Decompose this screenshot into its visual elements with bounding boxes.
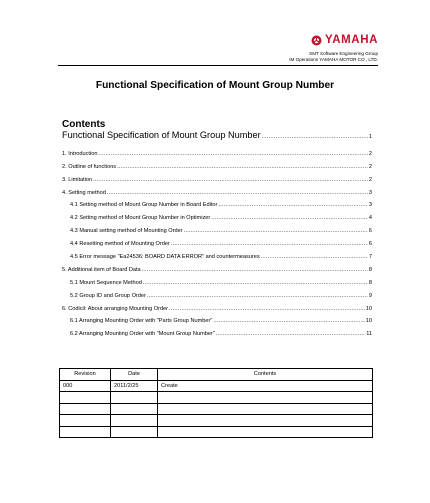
toc-entry[interactable] (62, 286, 372, 299)
table-row (60, 392, 373, 404)
table-of-contents (62, 144, 372, 337)
toc-leader (216, 331, 365, 337)
contents-header: Contents (158, 369, 373, 381)
toc-entry-page: 2 (368, 176, 372, 183)
toc-leader (261, 254, 368, 260)
toc-entry-page: 3 (368, 189, 372, 196)
toc-entry-label: 4.3 Manual setting method of Mounting Order (70, 228, 183, 235)
org-line-2: IM Operations YAMAHA MOTOR CO., LTD. (289, 57, 378, 62)
contents-heading: Contents (62, 119, 106, 130)
toc-title-page: 1 (368, 134, 372, 140)
toc-leader (211, 215, 368, 221)
document-title: Functional Specification of Mount Group Number (95, 80, 335, 91)
toc-leader (142, 267, 368, 273)
date-cell (111, 392, 158, 404)
toc-leader (262, 134, 368, 140)
toc-leader (117, 164, 368, 170)
revision-cell (60, 415, 111, 427)
contents-cell (158, 403, 373, 415)
toc-entry[interactable] (62, 157, 372, 170)
toc-entry[interactable] (62, 273, 372, 286)
toc-entry-label: 6.1 Arranging Mounting Order with "Parts Group Number" (70, 318, 213, 325)
toc-leader (218, 202, 367, 208)
table-row (60, 415, 373, 427)
toc-entry-label: 2. Outline of functions (62, 163, 117, 170)
toc-entry[interactable] (62, 170, 372, 183)
toc-entry[interactable] (62, 324, 372, 337)
toc-entry-page: 6 (368, 241, 372, 248)
toc-leader (143, 280, 368, 286)
revision-table (59, 368, 373, 438)
toc-entry[interactable] (62, 183, 372, 196)
date-cell (111, 415, 158, 427)
toc-entry[interactable] (62, 208, 372, 221)
yamaha-logo (311, 34, 378, 46)
toc-entry[interactable] (62, 196, 372, 209)
toc-entry-page: 2 (368, 163, 372, 170)
toc-leader (147, 293, 368, 299)
toc-entry[interactable] (62, 260, 372, 273)
toc-entry-label: 4.1 Setting method of Mount Group Number in Board Editor (70, 202, 218, 209)
toc-leader (171, 241, 368, 247)
revision-table-header (60, 369, 373, 381)
toc-entry-label: 6.2 Arranging Mounting Order with "Mount Group Number" (70, 331, 215, 338)
toc-entry-label: 5.2 Group ID and Group Order (70, 292, 146, 299)
toc-entry[interactable] (62, 247, 372, 260)
revision-header: Revision (60, 369, 111, 381)
toc-entry-label: 5. Additional item of Board Data (62, 266, 141, 273)
toc-entry-page: 3 (368, 202, 372, 209)
toc-entry-label: 4.2 Setting method of Mount Group Number in Optimizer (70, 215, 211, 222)
date-header: Date (111, 369, 158, 381)
contents-cell (158, 392, 373, 404)
toc-entry-label: 4. Setting method (62, 189, 106, 196)
toc-entry-page: 2 (368, 150, 372, 157)
table-row (60, 403, 373, 415)
toc-leader (98, 151, 367, 157)
toc-title-label: Functional Specification of Mount Group Number (62, 130, 261, 140)
revision-cell: 000 (60, 380, 111, 392)
toc-entry-page: 8 (368, 279, 372, 286)
toc-entry-label: 3. Limitation (62, 176, 93, 183)
tuning-forks-icon (311, 35, 322, 46)
table-row (60, 426, 373, 438)
toc-entry-page: 9 (368, 292, 372, 299)
toc-title-entry[interactable] (62, 130, 372, 140)
date-cell: 2011/2/25 (111, 380, 158, 392)
contents-cell: Create (158, 380, 373, 392)
toc-entry[interactable] (62, 312, 372, 325)
revision-cell (60, 392, 111, 404)
toc-entry[interactable] (62, 234, 372, 247)
toc-entry-page: 7 (368, 254, 372, 261)
toc-leader (184, 228, 368, 234)
toc-entry-page: 8 (368, 266, 372, 273)
toc-entry-page: 10 (365, 318, 372, 325)
contents-cell (158, 426, 373, 438)
date-cell (111, 403, 158, 415)
brand-wordmark: YAMAHA (324, 34, 378, 46)
header-divider (58, 65, 378, 66)
toc-entry[interactable] (62, 299, 372, 312)
toc-entry-label: 4.5 Error message "Ea24536: BOARD DATA ERROR" and countermeasures (70, 254, 260, 261)
toc-entry-label: 1. Introduction (62, 150, 98, 157)
toc-entry-label: 4.4 Resetting method of Mounting Order (70, 241, 170, 248)
date-cell (111, 426, 158, 438)
toc-leader (93, 177, 368, 183)
toc-entry-page: 10 (365, 305, 372, 312)
toc-entry-page: 11 (366, 331, 372, 338)
toc-entry-page: 4 (368, 215, 372, 222)
toc-entry[interactable] (62, 144, 372, 157)
table-row (60, 380, 373, 392)
org-line-1: SMT Software Engineering Group (309, 51, 378, 56)
toc-leader (213, 318, 364, 324)
toc-entry-label: 5.1 Mount Sequence Method (70, 279, 142, 286)
toc-leader (169, 306, 365, 312)
toc-entry-page: 6 (368, 228, 372, 235)
toc-leader (107, 190, 368, 196)
revision-cell (60, 426, 111, 438)
contents-cell (158, 415, 373, 427)
revision-cell (60, 403, 111, 415)
toc-entry[interactable] (62, 221, 372, 234)
toc-entry-label: 6. Codicil: About arranging Mounting Order (62, 305, 169, 312)
